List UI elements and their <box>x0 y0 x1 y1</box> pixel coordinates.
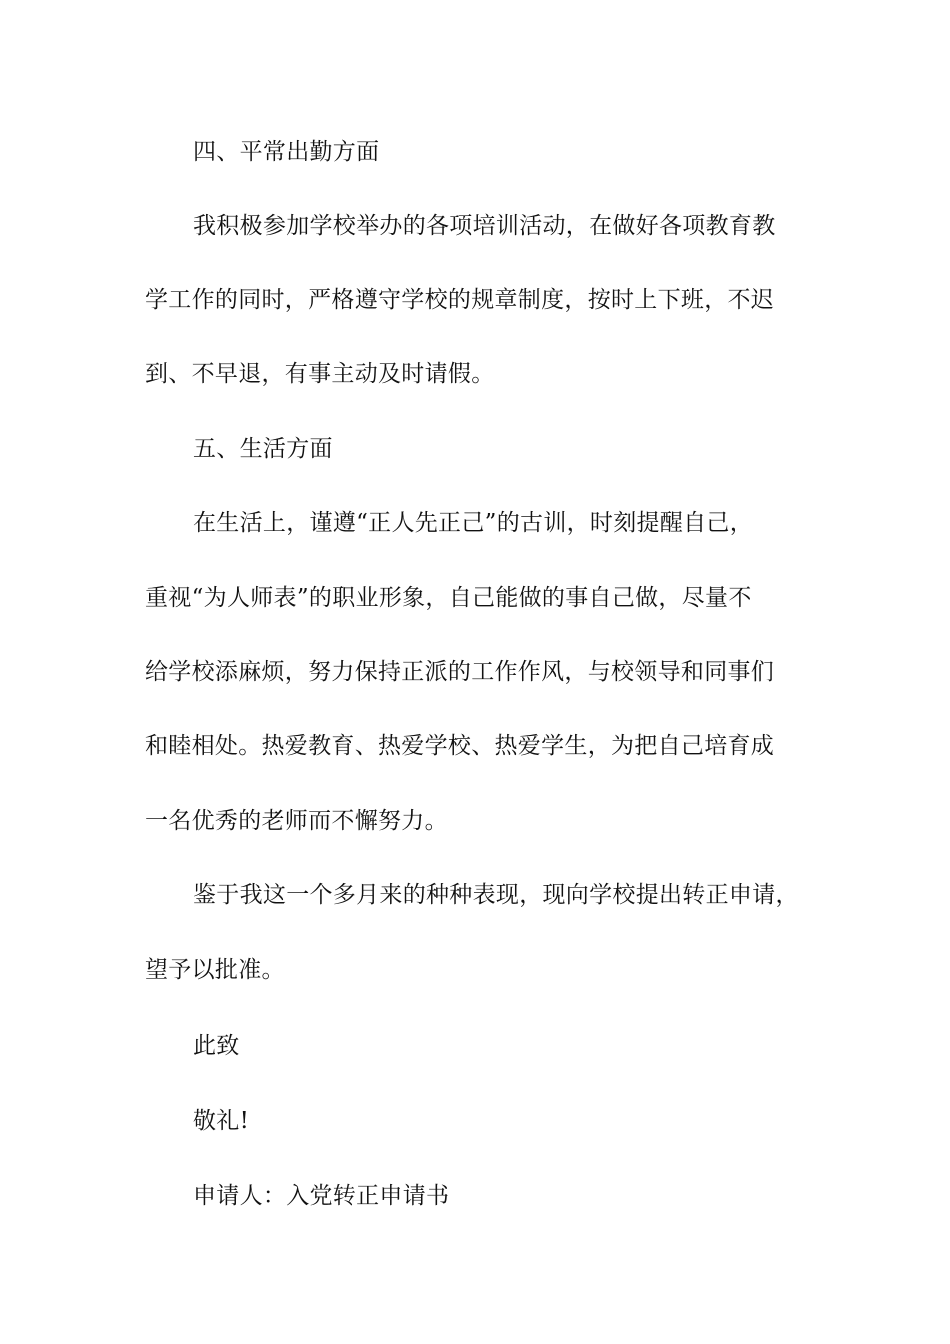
paragraph-line: 鉴于我这一个多月来的种种表现，现向学校提出转正申请， <box>193 882 799 908</box>
paragraph-line: 给学校添麻烦，努力保持正派的工作作风，与校领导和同事们 <box>145 659 775 685</box>
paragraph-line: 一名优秀的老师而不懈努力。 <box>145 808 448 834</box>
section-heading-attendance: 四、平常出勤方面 <box>193 139 380 165</box>
paragraph-line: 我积极参加学校举办的各项培训活动，在做好各项教育教 <box>193 213 776 239</box>
applicant-line: 申请人：入党转正申请书 <box>193 1183 450 1209</box>
paragraph-line: 重视“为人师表”的职业形象，自己能做的事自己做，尽量不 <box>145 585 752 611</box>
section-heading-life: 五、生活方面 <box>193 436 333 462</box>
paragraph-line: 学工作的同时，严格遵守学校的规章制度，按时上下班，不迟 <box>145 287 775 313</box>
paragraph-line: 到、不早退，有事主动及时请假。 <box>145 361 495 387</box>
closing-regards: 敬礼! <box>193 1108 250 1134</box>
paragraph-line: 望予以批准。 <box>145 957 285 983</box>
paragraph-line: 和睦相处。热爱教育、热爱学校、热爱学生，为把自己培育成 <box>145 733 775 759</box>
paragraph-line: 在生活上，谨遵“正人先正己”的古训，时刻提醒自己， <box>193 510 754 536</box>
closing-salutation: 此致 <box>193 1033 240 1059</box>
